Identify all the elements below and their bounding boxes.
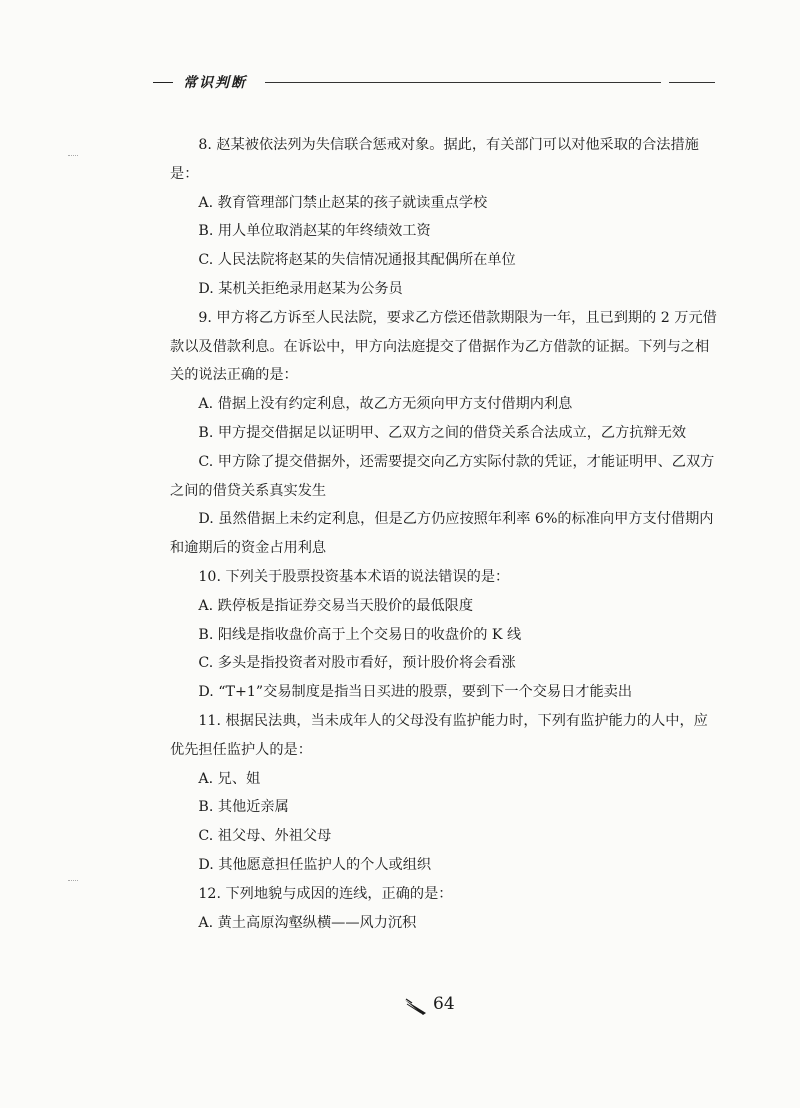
question-10-option-a: A. 跌停板是指证券交易当天股价的最低限度 bbox=[198, 597, 474, 614]
question-9-stem: 9. 甲方将乙方诉至人民法院，要求乙方偿还借款期限为一年，且已到期的 2 万元借款以及借款利息。在诉讼中，甲方向法庭提交了借据作为乙方借款的证据。下列与之相关的说法正确的是： bbox=[170, 309, 717, 384]
section-title: 常识判断 bbox=[183, 75, 247, 91]
question-8-stem: 8. 赵某被依法列为失信联合惩戒对象。据此，有关部门可以对他采取的合法措施是： bbox=[170, 137, 699, 182]
question-10-option-c: C. 多头是指投资者对股市看好，预计股价将会看涨 bbox=[198, 655, 516, 672]
page-header bbox=[153, 70, 713, 94]
header-dash bbox=[153, 82, 173, 83]
question-11-stem: 11. 根据民法典，当未成年人的父母没有监护能力时，下列有监护能力的人中，应优先担任监护人的是： bbox=[170, 712, 708, 758]
question-8-option-c: C. 人民法院将赵某的失信情况通报其配偶所在单位 bbox=[198, 252, 516, 269]
question-11-option-b: B. 其他近亲属 bbox=[198, 799, 289, 816]
question-12-stem: 12. 下列地貌与成因的连线，正确的是： bbox=[198, 885, 453, 902]
question-10-stem: 10. 下列关于股票投资基本术语的说法错误的是： bbox=[198, 568, 510, 585]
question-9-option-c: C. 甲方除了提交借据外，还需要提交向乙方实际付款的凭证，才能证明甲、乙双方之间的借贷关系真实发生 bbox=[170, 453, 715, 499]
question-9-option-b: B. 甲方提交借据足以证明甲、乙双方之间的借贷关系合法成立，乙方抗辩无效 bbox=[198, 424, 687, 441]
question-11-option-d: D. 其他愿意担任监护人的个人或组织 bbox=[198, 856, 432, 873]
question-12-option-a: A. 黄土高原沟壑纵横——风力沉积 bbox=[198, 914, 417, 931]
header-rule bbox=[265, 82, 661, 83]
header-rule-end bbox=[669, 82, 715, 83]
page-number: 64 bbox=[433, 994, 455, 1014]
question-11-option-a: A. 兄、姐 bbox=[198, 770, 261, 787]
question-10-option-d: D. “T+1”交易制度是指当日买进的股票，要到下一个交易日才能卖出 bbox=[198, 684, 633, 701]
question-9-option-d: D. 虽然借据上未约定利息，但是乙方仍应按照年利率 6%的标准向甲方支付借期内和逾期后的资金占用利息 bbox=[170, 511, 714, 557]
question-11-option-c: C. 祖父母、外祖父母 bbox=[198, 828, 332, 845]
quill-pen-icon bbox=[404, 998, 428, 1016]
question-8-option-d: D. 某机关拒绝录用赵某为公务员 bbox=[198, 280, 403, 297]
margin-mark bbox=[68, 155, 78, 156]
question-10-option-b: B. 阳线是指收盘价高于上个交易日的收盘价的 K 线 bbox=[198, 626, 522, 643]
margin-mark bbox=[68, 880, 78, 881]
question-body bbox=[170, 131, 720, 937]
question-8-option-b: B. 用人单位取消赵某的年终绩效工资 bbox=[198, 223, 431, 240]
question-8-option-a: A. 教育管理部门禁止赵某的孩子就读重点学校 bbox=[198, 194, 488, 211]
question-9-option-a: A. 借据上没有约定利息，故乙方无须向甲方支付借期内利息 bbox=[198, 396, 573, 413]
